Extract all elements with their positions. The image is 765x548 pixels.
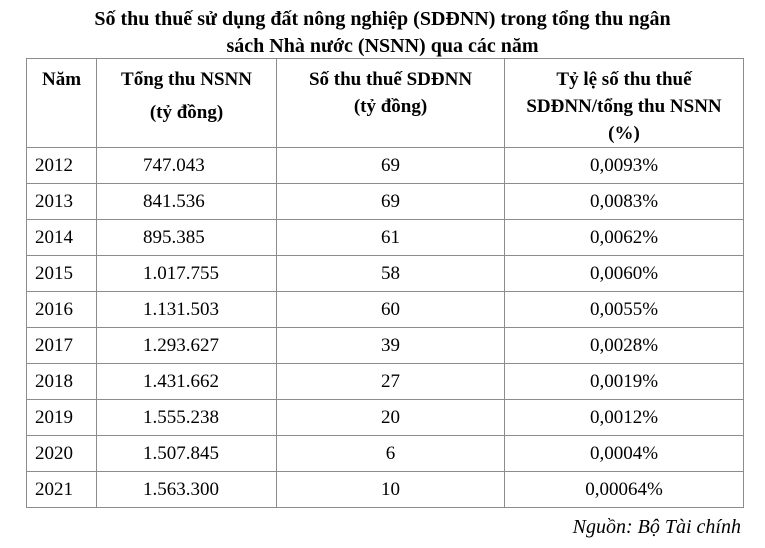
cell-year: 2021 <box>27 472 97 508</box>
table-row <box>27 184 744 220</box>
cell-year: 2018 <box>27 364 97 400</box>
cell-ratio: 0,0093% <box>505 148 744 184</box>
table-row <box>27 400 744 436</box>
cell-total: 1.555.238 <box>97 400 277 436</box>
cell-tax: 61 <box>277 220 505 256</box>
cell-year: 2012 <box>27 148 97 184</box>
header-ratio-unit: (%) <box>608 123 640 144</box>
table-row <box>27 328 744 364</box>
cell-total: 895.385 <box>97 220 277 256</box>
cell-tax: 69 <box>277 184 505 220</box>
page-title <box>0 6 765 60</box>
header-year-label: Năm <box>41 69 82 90</box>
cell-ratio: 0,0083% <box>505 184 744 220</box>
cell-tax: 69 <box>277 148 505 184</box>
header-tax <box>277 59 505 148</box>
cell-total: 1.563.300 <box>97 472 277 508</box>
cell-total: 747.043 <box>97 148 277 184</box>
table-row <box>27 256 744 292</box>
header-ratio <box>505 59 744 148</box>
table-row <box>27 364 744 400</box>
cell-ratio: 0,0060% <box>505 256 744 292</box>
table-row <box>27 220 744 256</box>
table-row <box>27 292 744 328</box>
header-total-unit: (tỷ đồng) <box>149 102 224 123</box>
title-line-1: Số thu thuế sử dụng đất nông nghiệp (SDĐNN) trong tổng thu ngân <box>94 8 671 30</box>
table-header-row <box>27 59 744 148</box>
cell-year: 2019 <box>27 400 97 436</box>
cell-year: 2017 <box>27 328 97 364</box>
cell-year: 2020 <box>27 436 97 472</box>
cell-ratio: 0,0004% <box>505 436 744 472</box>
cell-ratio: 0,00064% <box>505 472 744 508</box>
cell-year: 2015 <box>27 256 97 292</box>
cell-total: 1.293.627 <box>97 328 277 364</box>
cell-ratio: 0,0012% <box>505 400 744 436</box>
cell-year: 2013 <box>27 184 97 220</box>
tax-table <box>26 58 744 508</box>
cell-year: 2014 <box>27 220 97 256</box>
cell-tax: 60 <box>277 292 505 328</box>
cell-year: 2016 <box>27 292 97 328</box>
cell-total: 841.536 <box>97 184 277 220</box>
header-ratio-label-2: SDĐNN/tổng thu NSNN <box>526 96 722 117</box>
cell-total: 1.431.662 <box>97 364 277 400</box>
table-row <box>27 436 744 472</box>
header-total <box>97 59 277 148</box>
cell-tax: 39 <box>277 328 505 364</box>
header-total-label: Tổng thu NSNN <box>121 69 252 90</box>
table-row <box>27 148 744 184</box>
cell-total: 1.507.845 <box>97 436 277 472</box>
header-tax-label: Số thu thuế SDĐNN <box>308 69 473 90</box>
cell-ratio: 0,0055% <box>505 292 744 328</box>
cell-ratio: 0,0028% <box>505 328 744 364</box>
cell-total: 1.131.503 <box>97 292 277 328</box>
cell-ratio: 0,0019% <box>505 364 744 400</box>
cell-total: 1.017.755 <box>97 256 277 292</box>
cell-tax: 58 <box>277 256 505 292</box>
table-row <box>27 472 744 508</box>
cell-ratio: 0,0062% <box>505 220 744 256</box>
title-line-2: sách Nhà nước (NSNN) qua các năm <box>226 35 539 57</box>
cell-tax: 6 <box>277 436 505 472</box>
header-ratio-label-1: Tỷ lệ số thu thuế <box>556 69 692 90</box>
cell-tax: 27 <box>277 364 505 400</box>
cell-tax: 20 <box>277 400 505 436</box>
header-year <box>27 59 97 148</box>
cell-tax: 10 <box>277 472 505 508</box>
header-tax-unit: (tỷ đồng) <box>353 96 428 117</box>
source-note: Nguồn: Bộ Tài chính <box>572 516 741 538</box>
